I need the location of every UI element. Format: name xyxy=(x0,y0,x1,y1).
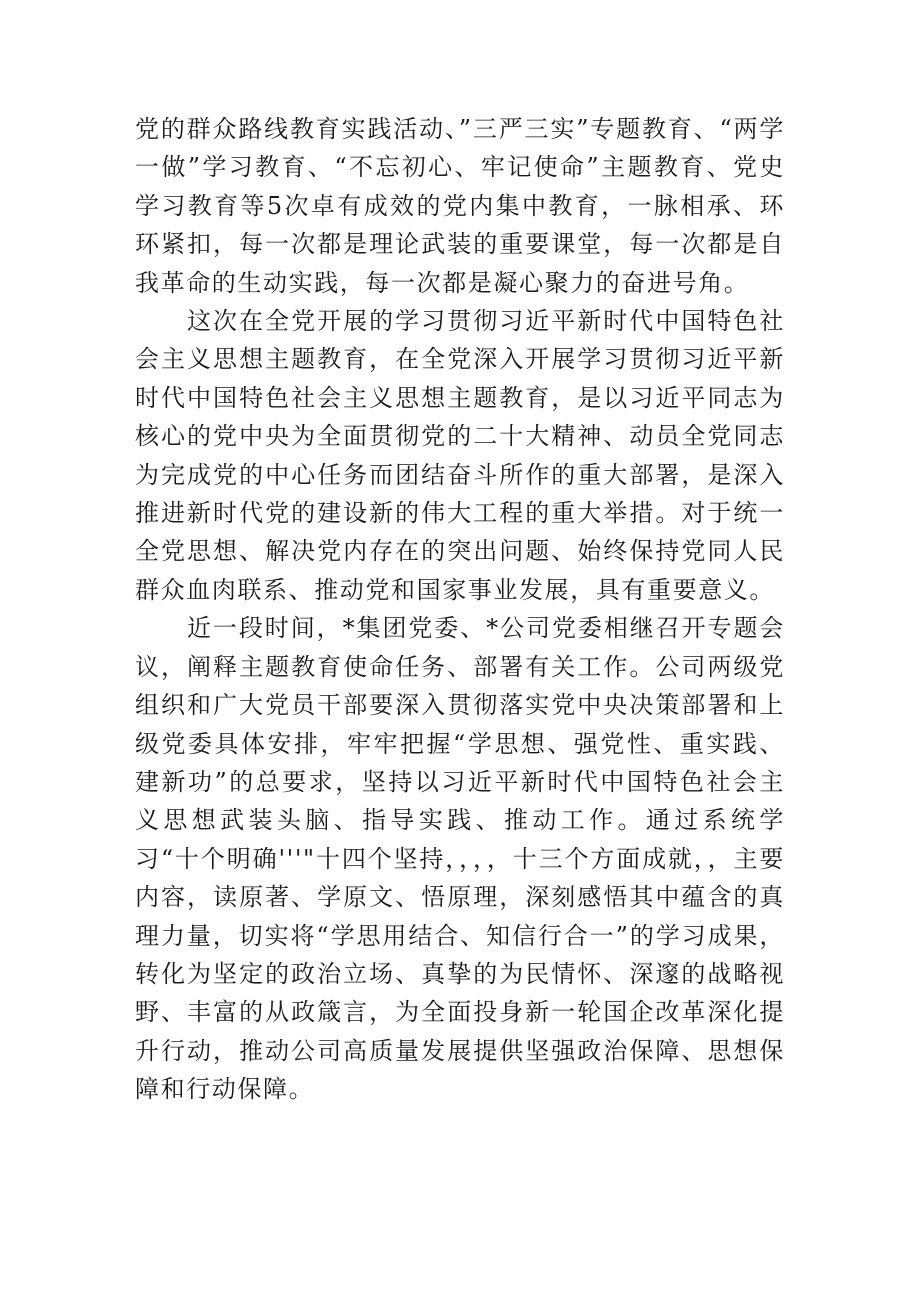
paragraph-theme-education: 这次在全党开展的学习贯彻习近平新时代中国特色社会主义思想主题教育，在全党深入开展学习贯彻习近平新时代中国特色社会主义思想主题教育，是以习近平同志为核心的党中央为全面贯彻党的二十大精神、动员全党同志为完成党的中心任务而团结奋斗所作的重大部署，是深入推进新时代党的建设新的伟大工程的重大举措。对于统一全党思想、解决党内存在的突出问题、始终保持党同人民群众血肉联系、推动党和国家事业发展，具有重要意义。 xyxy=(135,307,785,604)
paragraph-continuation: 党的群众路线教育实践活动、”三严三实”专题教育、“两学一做”学习教育、“不忘初心、牢记使命”主题教育、党史学习教育等5次卓有成效的党内集中教育，一脉相承、环环紧扣，每一次都是理论武装的重要课堂，每一次都是自我革命的生动实践，每一次都是凝心聚力的奋进号角。 xyxy=(135,115,785,297)
paragraph-company-implementation: 近一段时间，*集团党委、*公司党委相继召开专题会议，阐释主题教育使命任务、部署有关工作。公司两级党组织和广大党员干部要深入贯彻落实党中央决策部署和上级党委具体安排，牢牢把握“学思想、强党性、重实践、建新功”的总要求，坚持以习近平新时代中国特色社会主义思想武装头脑、指导实践、推动工作。通过系统学习“十个明确'''"十四个坚持，，，，十三个方面成就，，主要内容，读原著、学原文、悟原理，深刻感悟其中蕴含的真理力量，切实将“学思用结合、知信行合一”的学习成果，转化为坚定的政治立场、真挚的为民情怀、深邃的战略视野、丰富的从政箴言，为全面投身新一轮国企改革深化提升行动，推动公司高质量发展提供坚强政治保障、思想保障和行动保障。 xyxy=(135,614,785,1104)
document-body xyxy=(135,110,785,1109)
